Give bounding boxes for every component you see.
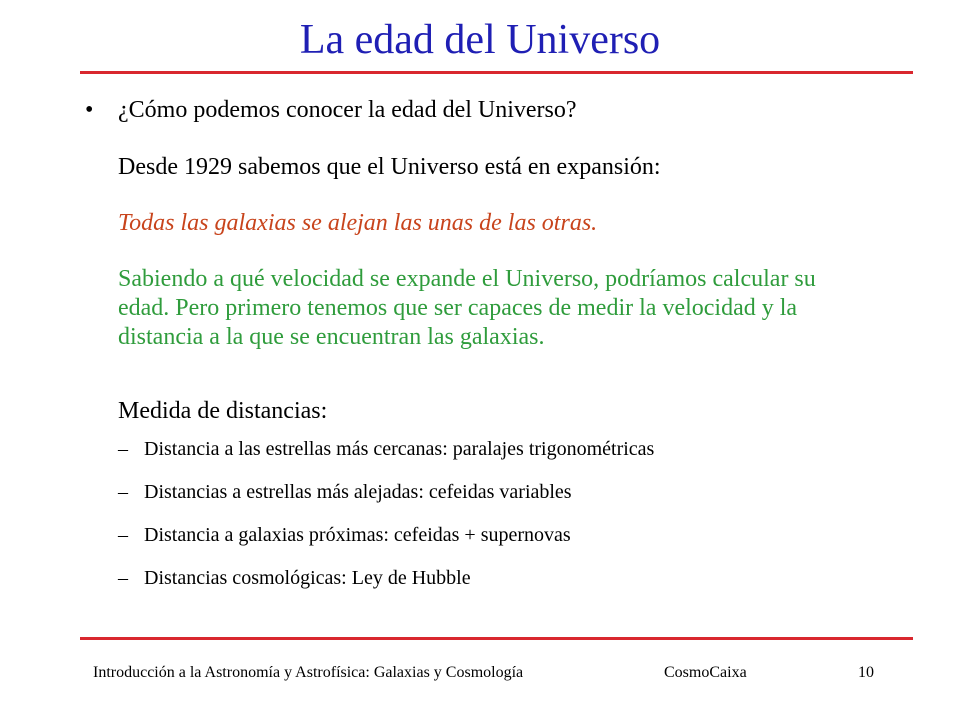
- velocity-line-3: distancia a la que se encuentran las galaxias.: [118, 324, 545, 350]
- list-item: [118, 565, 654, 608]
- question-text: ¿Cómo podemos conocer la edad del Universo?: [118, 97, 577, 123]
- dash-icon: –: [118, 567, 128, 589]
- distance-method-text: Distancias cosmológicas: Ley de Hubble: [144, 567, 471, 589]
- distance-method-text: Distancia a galaxias próximas: cefeidas + supernovas: [144, 524, 571, 546]
- bottom-divider: [80, 637, 913, 640]
- expansion-text: Desde 1929 sabemos que el Universo está en expansión:: [118, 154, 661, 180]
- velocity-line-2: edad. Pero primero tenemos que ser capaces de medir la velocidad y la: [118, 295, 798, 321]
- distance-heading: Medida de distancias:: [118, 398, 328, 424]
- velocity-line-1: Sabiendo a qué velocidad se expande el Universo, podríamos calcular su: [118, 266, 816, 292]
- page-number: 10: [858, 664, 874, 681]
- distance-methods-list: [118, 436, 654, 608]
- galaxies-receding-text: Todas las galaxias se alejan las unas de las otras.: [118, 210, 598, 236]
- dash-icon: –: [118, 524, 128, 546]
- list-item: [118, 522, 654, 565]
- slide-title: La edad del Universo: [299, 17, 661, 63]
- dash-icon: –: [118, 481, 128, 503]
- list-item: [118, 436, 654, 479]
- dash-icon: –: [118, 438, 128, 460]
- footer-venue: CosmoCaixa: [664, 664, 747, 681]
- distance-method-text: Distancia a las estrellas más cercanas: paralajes trigonométricas: [144, 438, 655, 460]
- bullet-icon: •: [85, 97, 94, 123]
- list-item: [118, 479, 654, 522]
- velocity-paragraph: [118, 265, 908, 352]
- top-divider: [80, 71, 913, 74]
- distance-method-text: Distancias a estrellas más alejadas: cefeidas variables: [144, 481, 572, 503]
- footer-course: Introducción a la Astronomía y Astrofísica: Galaxias y Cosmología: [93, 664, 524, 681]
